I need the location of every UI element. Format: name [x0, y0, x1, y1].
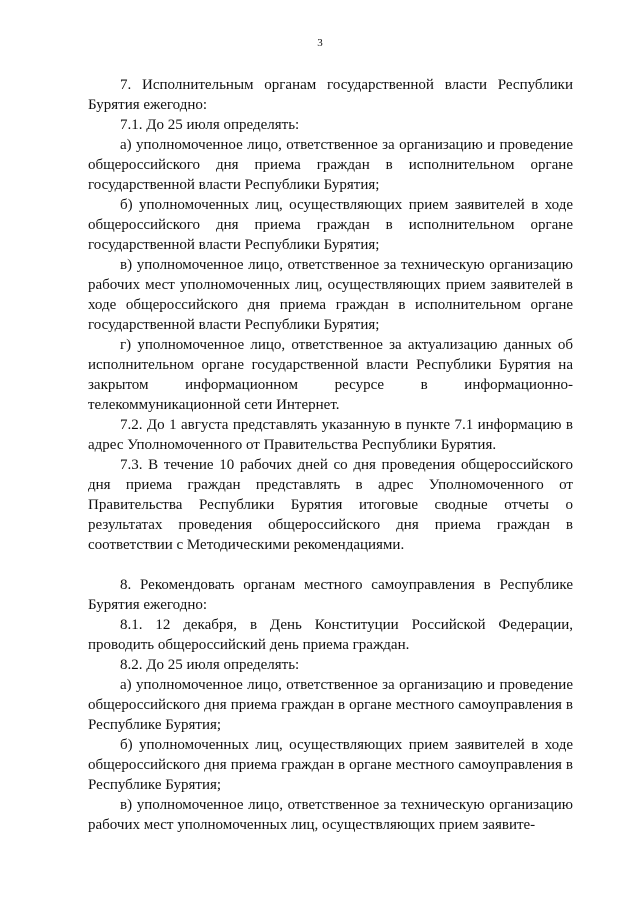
paragraph-8-2-b: б) уполномоченных лиц, осуществляющих прием заявителей в ходе общероссийского дня приема граждан в органе местного самоуправления в Республике Бурятия;	[88, 737, 573, 793]
paragraph-7-1-b: б) уполномоченных лиц, осуществляющих прием заявителей в ходе общероссийского дня приема граждан в исполнительном органе государственной власти Республики Бурятия;	[88, 197, 573, 253]
paragraph-7-1-v: в) уполномоченное лицо, ответственное за техническую организацию рабочих мест уполномоченных лиц, осуществляющих прием заявителей в ходе общероссийского дня приема граждан в исполнительном органе государственной власти Республики Бурятия;	[88, 257, 573, 333]
paragraph-7: 7. Исполнительным органам государственной власти Республики Бурятия ежегодно:	[88, 77, 573, 113]
paragraph-7-3: 7.3. В течение 10 рабочих дней со дня проведения общероссийского дня приема граждан представлять в адрес Уполномоченного от Правительства Республики Бурятия итоговые сводные отчеты о результатах проведения общероссийского дня приема граждан в соответствии с Методическими рекомендациями.	[88, 457, 573, 553]
paragraph-7-1-a: а) уполномоченное лицо, ответственное за организацию и проведение общероссийского дня приема граждан в исполнительном органе государственной власти Республики Бурятия;	[88, 137, 573, 193]
document-body	[88, 75, 573, 835]
paragraph-8-1: 8.1. 12 декабря, в День Конституции Российской Федерации, проводить общероссийский день приема граждан.	[88, 617, 573, 653]
paragraph-7-1-g: г) уполномоченное лицо, ответственное за актуализацию данных об исполнительном органе государственной власти Республики Бурятия на закрытом информационном ресурсе в информационно-телекоммуникационной сети Интернет.	[88, 337, 573, 413]
section-spacer	[88, 555, 573, 575]
paragraph-7-1: 7.1. До 25 июля определять:	[120, 117, 300, 133]
paragraph-8: 8. Рекомендовать органам местного самоуправления в Республике Бурятия ежегодно:	[88, 577, 573, 613]
paragraph-7-2: 7.2. До 1 августа представлять указанную в пункте 7.1 информацию в адрес Уполномоченного от Правительства Республики Бурятия.	[88, 417, 573, 453]
paragraph-8-2-a: а) уполномоченное лицо, ответственное за организацию и проведение общероссийского дня приема граждан в органе местного самоуправления в Республике Бурятия;	[88, 677, 573, 733]
page-number: 3	[317, 37, 323, 49]
paragraph-8-2: 8.2. До 25 июля определять:	[120, 657, 300, 673]
paragraph-8-2-v: в) уполномоченное лицо, ответственное за техническую организацию рабочих мест уполномоченных лиц, осуществляющих прием заявите-	[88, 797, 573, 833]
